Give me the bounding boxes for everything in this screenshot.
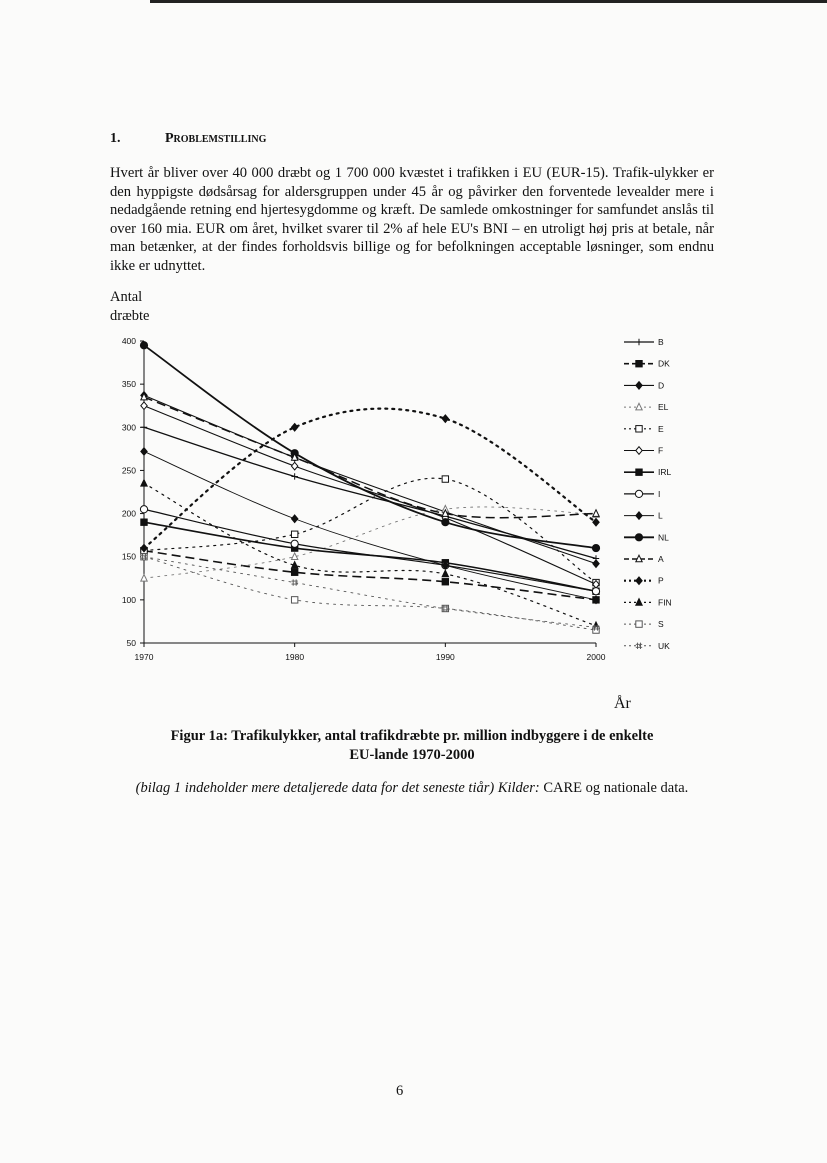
data-point-i <box>140 506 147 513</box>
data-point-e <box>442 476 448 482</box>
x-axis-title: År <box>614 695 631 712</box>
series-line-s <box>144 557 596 630</box>
series-line-dk <box>144 551 596 600</box>
data-point-dk <box>291 569 297 575</box>
series-line-f <box>144 406 596 585</box>
section-title: Problemstilling <box>165 131 267 146</box>
legend-label-f: F <box>658 445 664 456</box>
legend-marker-d <box>636 382 642 390</box>
figure-caption <box>110 727 714 765</box>
x-tick-label: 2000 <box>586 652 606 662</box>
data-point-irl <box>141 519 147 525</box>
source-normal: CARE og nationale data. <box>539 780 689 796</box>
legend-marker-fin <box>636 599 642 606</box>
legend-marker-dk <box>636 361 642 367</box>
data-point-dk <box>442 579 448 585</box>
data-point-f <box>141 402 147 410</box>
source-italic: (bilag 1 indeholder mere detaljerede data for det seneste tiår) Kilder: <box>135 780 540 796</box>
legend-marker-i <box>635 490 642 497</box>
legend-label-b: B <box>658 337 664 347</box>
legend-marker-l <box>636 512 642 520</box>
legend-marker-e <box>636 426 642 432</box>
legend-label-p: P <box>658 575 664 586</box>
legend-marker-p <box>636 577 642 585</box>
x-tick-label: 1990 <box>435 652 455 662</box>
y-tick-label: 350 <box>121 379 136 390</box>
legend-marker-b <box>636 339 642 345</box>
legend-label-fin: FIN <box>658 597 672 608</box>
legend-marker-irl <box>636 469 642 475</box>
data-point-el <box>141 574 147 581</box>
x-tick-label: 1980 <box>285 652 305 662</box>
data-point-d <box>593 560 599 568</box>
data-point-fin <box>141 480 147 487</box>
y-tick-label: 100 <box>121 594 136 605</box>
series-line-uk <box>144 557 596 628</box>
intro-paragraph: Hvert år bliver over 40 000 dræbt og 1 700 000 kvæstet i trafikken i EU (EUR-15). Trafik-ulykker er den hyppigste dødsårsag for aldersgruppen under 45 år og påvirker den forventede levealder mere i nedadgående retning end hjertesygdomme og kræft. De samlede omkostninger for samfundet anslås til over 160 mia. EUR om året, hvilket svarer til 2% af hele EU's BNI – en utroligt høj pris at betale, når man betænker, at der findes forholdsvis billige og for befolkningen acceptable løsninger, som endnu ikke er udnyttet. <box>110 165 714 274</box>
legend-label-nl: NL <box>658 532 669 543</box>
data-point-nl <box>592 544 599 551</box>
data-point-e <box>291 531 297 537</box>
legend-label-l: L <box>658 510 663 521</box>
data-point-l <box>141 448 147 456</box>
page-number: 6 <box>396 1083 404 1099</box>
y-tick-label: 400 <box>121 336 136 346</box>
legend-marker-f <box>636 447 642 455</box>
data-point-nl <box>442 519 449 526</box>
data-point-l <box>291 515 297 523</box>
legend-label-irl: IRL <box>658 467 672 478</box>
legend-marker-el <box>636 403 642 410</box>
figure-source <box>110 779 714 798</box>
y-tick-label: 150 <box>121 551 136 562</box>
legend-label-el: EL <box>658 402 669 413</box>
y-axis-title <box>110 288 149 326</box>
y-axis-title-line2: dræbte <box>110 308 150 324</box>
y-tick-label: 50 <box>126 638 136 648</box>
data-point-b <box>141 424 147 430</box>
legend-marker-s <box>636 621 642 627</box>
legend-label-i: I <box>658 488 661 499</box>
data-point-s <box>291 597 297 603</box>
data-point-f <box>291 462 297 470</box>
top-rule <box>150 0 827 3</box>
x-tick-label: 1970 <box>134 652 154 662</box>
series-line-e <box>144 478 596 582</box>
data-point-a <box>593 510 599 517</box>
legend-marker-nl <box>635 534 642 541</box>
y-axis-title-line1: Antal <box>110 289 143 305</box>
data-point-nl <box>140 342 147 349</box>
legend-label-d: D <box>658 380 665 391</box>
series-line-p <box>144 409 596 548</box>
series-line-i <box>144 509 596 591</box>
data-point-b <box>291 473 297 479</box>
data-point-p <box>442 415 448 423</box>
y-tick-label: 250 <box>121 465 136 476</box>
legend-label-a: A <box>658 554 664 564</box>
section-number: 1. <box>110 131 121 146</box>
data-point-s <box>593 627 599 633</box>
data-point-p <box>593 518 599 526</box>
y-tick-label: 200 <box>121 508 136 519</box>
caption-line1: Figur 1a: Trafikulykker, antal trafikdræbte pr. million indbyggere i de enkelte <box>170 728 654 744</box>
series-line-irl <box>144 522 596 591</box>
legend-label-e: E <box>658 423 664 434</box>
section-heading <box>110 131 266 147</box>
legend-label-uk: UK <box>658 640 670 651</box>
legend-label-dk: DK <box>658 358 670 369</box>
data-point-fin <box>442 570 448 577</box>
y-tick-label: 300 <box>121 422 136 433</box>
data-point-p <box>291 423 297 431</box>
data-point-i <box>291 540 298 547</box>
caption-line2: EU-lande 1970-2000 <box>349 747 475 763</box>
legend-label-s: S <box>658 619 664 630</box>
series-line-a <box>144 397 596 518</box>
line-chart <box>100 325 700 675</box>
data-point-i <box>592 588 599 595</box>
